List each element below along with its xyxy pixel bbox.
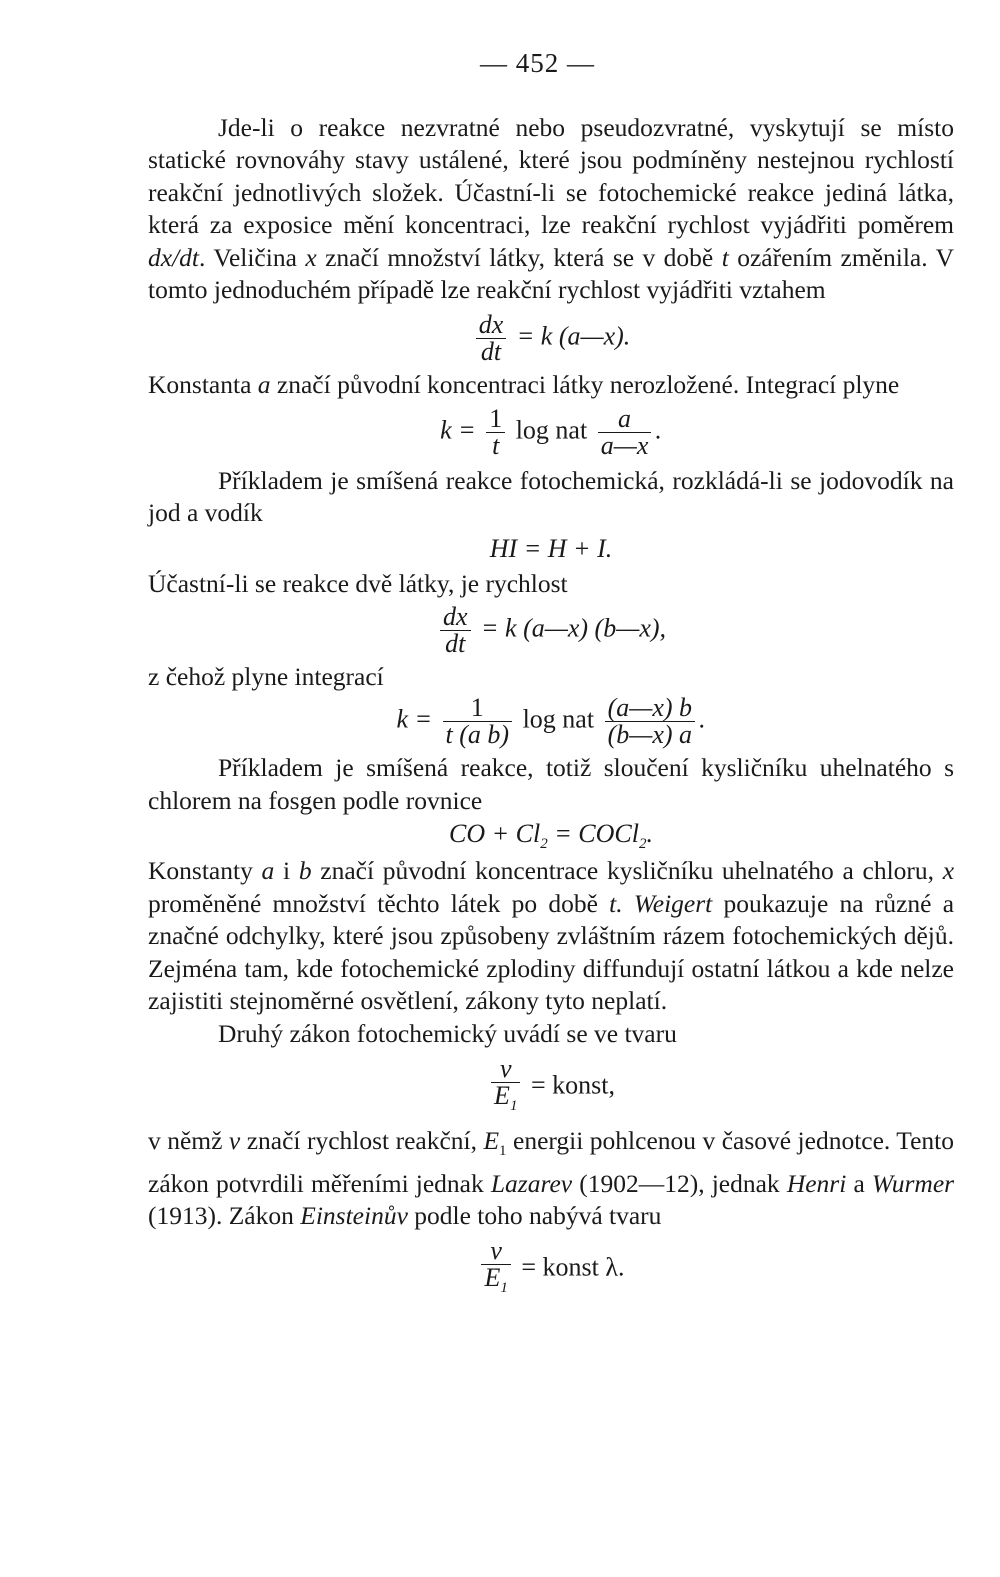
paragraph-7: Konstanty a i b značí původní koncentrace kysličníku uhelnatého a chloru, x proměněné množství těchto látek po době t. Weigert poukazuje na různé a značné odchylky, které jsou způsobeny zvláštním rázem fotochemických dějů. Zejména tam, kde fotochemické zplodiny diffundují ostatní látkou a kde nelze zajistiti stejnoměrné osvětlení, zákony tyto neplatí.: [148, 856, 955, 1016]
body-text: [148, 112, 954, 1308]
fraction: $\frac{1}{t}$: [486, 406, 505, 459]
paragraph-6: Příkladem je smíšená reakce, totiž sloučení kysličníku uhelnatého s chlorem na fosgen podle rovnice: [148, 753, 954, 815]
paragraph-8: Druhý zákon fotochemický uvádí se ve tvaru: [218, 1018, 677, 1048]
equation-2: k = $\frac{1}{t}$ log nat $\frac{a}{a—x}$ .: [440, 403, 662, 460]
paragraph-5: z čehož plyne integrací: [148, 662, 384, 692]
equation-8: $\frac{v}{E_1}$ = konst λ.: [148, 1238, 954, 1301]
equation-3: HI = H + I.: [489, 533, 613, 563]
equation-7: $\frac{v}{E_1}$ = konst,: [148, 1056, 954, 1119]
paragraph-3: Příkladem je smíšená reakce fotochemická, rozkládá-li se jodovodík na jod a vodík: [148, 465, 954, 528]
fraction: $\frac{v}{E_1}$: [481, 1238, 510, 1301]
fraction: $\frac{(a—x) b}{(b—x) a}$: [605, 695, 695, 748]
fraction: $\frac{dx}{dt}$: [476, 312, 507, 365]
fraction: $\frac{v}{E_1}$: [491, 1056, 520, 1119]
equation-4: $\frac{dx}{dt}$ = k (a—x) (b—x),: [148, 604, 954, 657]
paragraph-4: Účastní-li se reakce dvě látky, je rychlost: [148, 568, 568, 598]
equation-6: CO + $Cl_2$ = COCl$_2$.: [449, 819, 653, 853]
fraction: $\frac{a}{a—x}$: [598, 406, 652, 459]
paragraph-9: v němž v značí rychlost reakční, $E_1$ energii pohlcenou v časové jednotce. Tento zákon potvrdili měřeními jednak Lazarev (1902—12), jednak Henri a Wurmer (1913). Zákon Einsteinův podle toho nabývá tvaru: [148, 1126, 955, 1230]
page-number: — 452 —: [480, 48, 595, 78]
equation-1: $\frac{dx}{dt}$ = k (a—x).: [148, 312, 954, 365]
fraction: $\frac{1}{\text{t (a b)}}$: [443, 695, 513, 748]
fraction: $\frac{dx}{dt}$: [440, 604, 471, 657]
paragraph-2: Konstanta a značí původní koncentraci látky nerozložené. Integrací plyne: [148, 370, 900, 400]
paragraph-1: Jde-li o reakce nezvratné nebo pseudozvratné, vyskytují se místo statické rovnováhy stavy ustálené, které jsou podmíněny nestejnou rychlostí reakční jednotlivých složek. Účastní-li se fotochemické reakce jediná látka, která za exposice mění koncentraci, lze reakční rychlost vyjádřiti poměrem dx/dt. Veličina x značí množství látky, která se v době t ozářením změnila. V tomto jednoduchém případě lze reakční rychlost vyjádřiti vztahem: [148, 113, 954, 305]
equation-5: k = $\frac{1}{\text{t (a b)}}$ log nat $\frac{(a—x) b}{(b—x) a}$ .: [396, 693, 706, 750]
